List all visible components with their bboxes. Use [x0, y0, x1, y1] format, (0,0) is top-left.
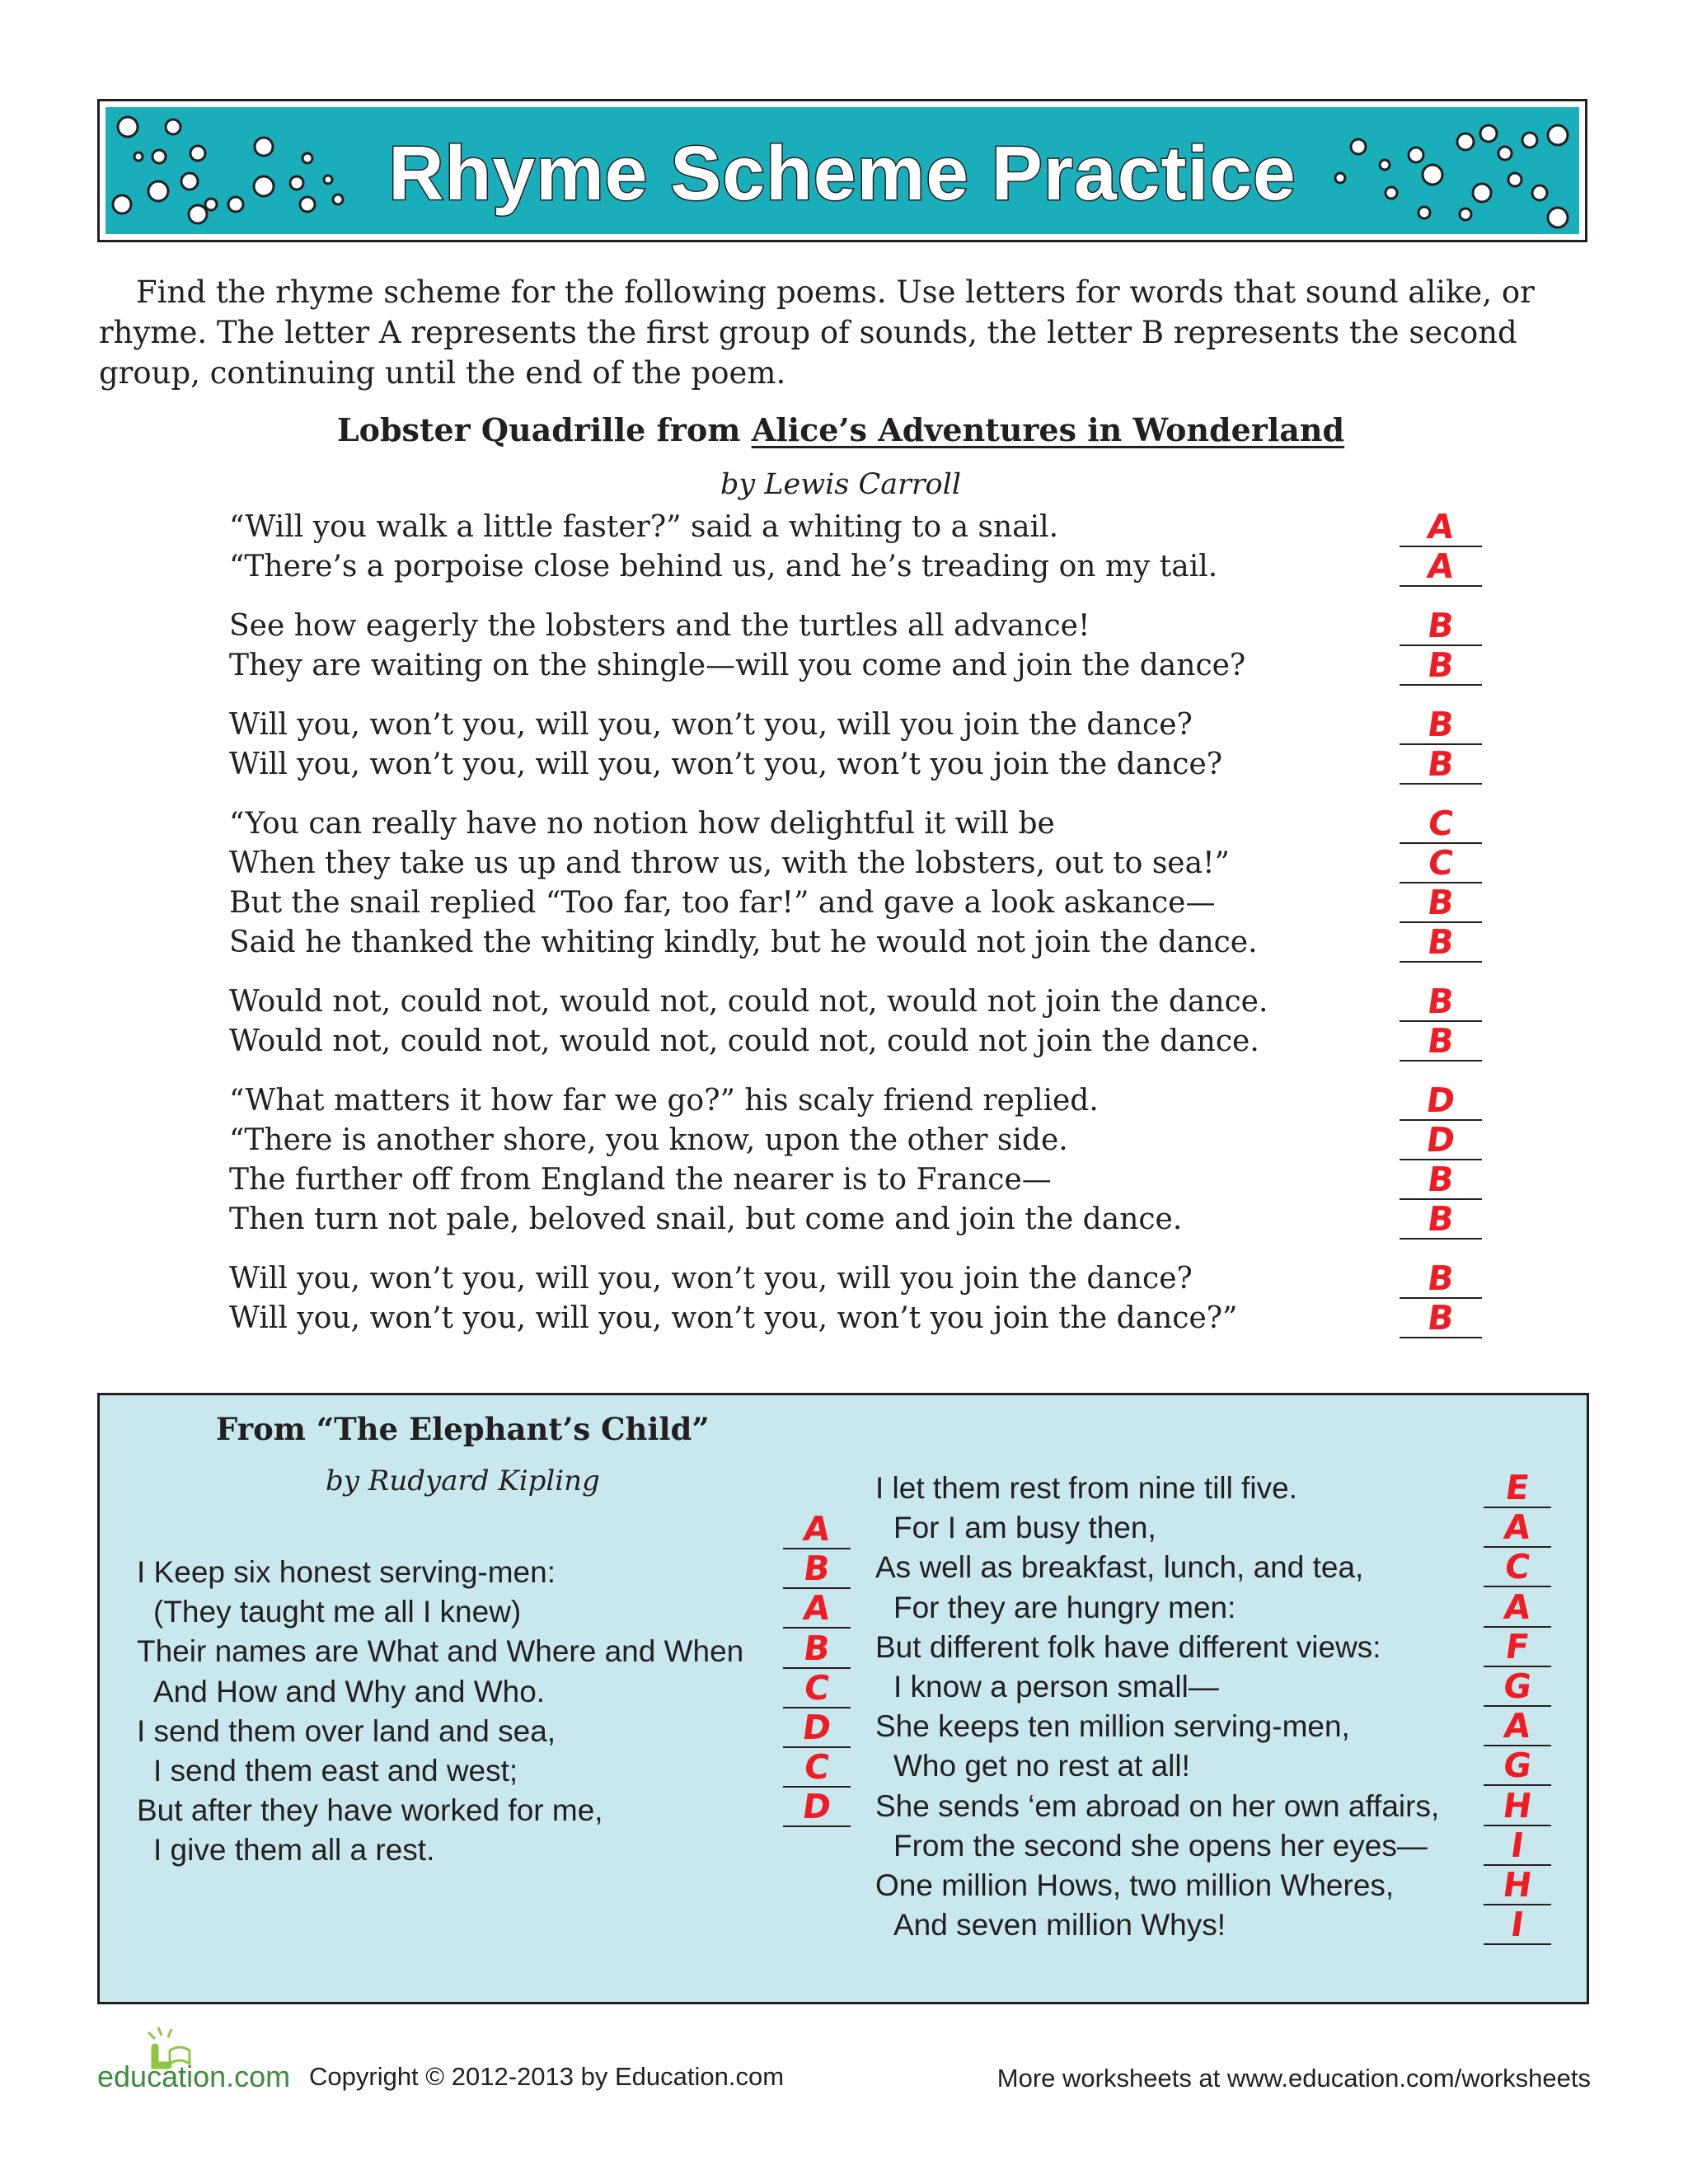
answer-letter: C: [1425, 804, 1456, 843]
answer-blank[interactable]: [1484, 1507, 1551, 1548]
answer-letter: B: [1424, 1199, 1456, 1239]
answer-blank[interactable]: [1484, 1745, 1551, 1786]
answer-blank[interactable]: [1400, 546, 1482, 587]
poem2-right-line: Who get no rest at all!: [893, 1749, 1190, 1783]
poem1-author: by Lewis Carroll: [720, 468, 962, 501]
poem2-right-line: And seven million Whys!: [893, 1908, 1226, 1943]
answer-letter: B: [1424, 744, 1456, 784]
answer-blank[interactable]: [783, 1587, 851, 1629]
poem2-right-line: As well as breakfast, lunch, and tea,: [875, 1550, 1364, 1585]
answer-blank[interactable]: [1400, 921, 1482, 963]
answer-blank[interactable]: [783, 1786, 851, 1827]
answer-blank[interactable]: [1400, 704, 1482, 745]
answer-blank[interactable]: [1400, 1080, 1482, 1121]
poem1-line: “Will you walk a little faster?” said a whiting to a snail.: [229, 510, 1059, 544]
poem2-left-line: And How and Why and Who.: [153, 1674, 546, 1708]
answer-blank[interactable]: [1484, 1586, 1551, 1628]
banner-background: [106, 107, 1579, 234]
poem1-line: Said he thanked the whiting kindly, but he would not join the dance.: [229, 926, 1258, 959]
answer-blank[interactable]: [783, 1707, 851, 1748]
answer-letter: G: [1500, 1666, 1535, 1706]
answer-letter: G: [1500, 1746, 1535, 1786]
poem2-right-line: For I am busy then,: [893, 1511, 1156, 1545]
answer-blank[interactable]: [1400, 1159, 1482, 1200]
answer-blank[interactable]: [1484, 1546, 1551, 1587]
answer-letter: B: [1424, 1298, 1456, 1338]
answer-blank[interactable]: [783, 1548, 851, 1589]
answer-letter: C: [801, 1747, 832, 1788]
answer-blank[interactable]: [1400, 644, 1482, 686]
answer-letter: B: [1424, 982, 1456, 1021]
answer-letter: A: [1424, 507, 1457, 546]
poem1-line: See how eagerly the lobsters and the turtles all advance!: [229, 609, 1090, 643]
answer-blank[interactable]: [1400, 981, 1482, 1022]
title-banner: [97, 99, 1587, 242]
answer-letter: D: [799, 1787, 834, 1827]
poem1-line: Would not, could not, would not, could not, would not join the dance.: [229, 985, 1268, 1019]
poem2-left-line: (They taught me all I knew): [153, 1595, 522, 1629]
answer-blank[interactable]: [1400, 1258, 1482, 1299]
answer-blank[interactable]: [1484, 1785, 1551, 1826]
poem1-book-title: Alice’s Adventures in Wonderland: [751, 411, 1345, 448]
education-logo-text: [97, 2060, 290, 2093]
poem2-right-line: For they are hungry men:: [893, 1590, 1236, 1624]
answer-blank[interactable]: [1484, 1467, 1551, 1508]
answer-letter: H: [1500, 1865, 1535, 1905]
answer-letter: A: [800, 1509, 833, 1549]
answer-letter: B: [1424, 883, 1456, 922]
answer-letter: I: [1507, 1825, 1526, 1865]
poem2-right-line: I know a person small—: [893, 1670, 1219, 1704]
answer-blank[interactable]: [1400, 743, 1482, 785]
answer-blank[interactable]: [1484, 1626, 1551, 1667]
poem1-title-prefix: Lobster Quadrille from: [336, 411, 752, 448]
answer-blank[interactable]: [783, 1508, 851, 1549]
answer-letter: B: [800, 1549, 832, 1589]
answer-blank[interactable]: [1400, 506, 1482, 547]
answer-letter: E: [1503, 1468, 1532, 1507]
answer-blank[interactable]: [1400, 605, 1482, 646]
poem2-title: From “The Elephant’s Child”: [216, 1411, 710, 1447]
answer-blank[interactable]: [1484, 1825, 1551, 1866]
poem1-line: Will you, won’t you, will you, won’t you, won’t you join the dance?”: [229, 1301, 1238, 1335]
answer-blank[interactable]: [1400, 803, 1482, 844]
answer-letter: A: [1424, 546, 1457, 586]
more-worksheets-link[interactable]: More worksheets at www.education.com/worksheets: [996, 2064, 1591, 2093]
poem2-left-line: I send them over land and sea,: [137, 1713, 556, 1748]
page-title: Rhyme Scheme Practice: [388, 130, 1296, 216]
poem2-right-line: One million Hows, two million Wheres,: [875, 1868, 1395, 1902]
answer-blank[interactable]: [783, 1746, 851, 1788]
answer-letter: B: [1424, 645, 1456, 685]
poem1-line: Will you, won’t you, will you, won’t you, won’t you join the dance?: [229, 748, 1223, 781]
answer-letter: D: [799, 1708, 834, 1747]
answer-blank[interactable]: [1400, 842, 1482, 883]
poem2-author: by Rudyard Kipling: [326, 1465, 600, 1497]
answer-letter: C: [1502, 1547, 1533, 1587]
poem2-right-line: From the second she opens her eyes—: [893, 1828, 1428, 1863]
poem2-right-line: I let them rest from nine till five.: [875, 1471, 1298, 1505]
poem1-line: They are waiting on the shingle—will you come and join the dance?: [229, 649, 1246, 682]
poem2-left-line: I Keep six honest serving-men:: [137, 1555, 556, 1589]
poem2-right-line: She keeps ten million serving-men,: [875, 1709, 1350, 1744]
logo-main: education: [97, 2060, 227, 2093]
answer-blank[interactable]: [783, 1667, 851, 1708]
poem1-line: “There’s a porpoise close behind us, and he’s treading on my tail.: [229, 550, 1218, 583]
answer-letter: C: [1425, 843, 1456, 883]
poem1-line: Will you, won’t you, will you, won’t you, will you join the dance?: [229, 1262, 1193, 1296]
poem1-line: But the snail replied “Too far, too far!” and gave a look askance—: [229, 886, 1216, 920]
answer-blank[interactable]: [1400, 1119, 1482, 1160]
answer-letter: D: [1423, 1120, 1458, 1160]
poem1-line: Will you, won’t you, will you, won’t you, will you join the dance?: [229, 708, 1193, 742]
poem2-left-line: I give them all a rest.: [153, 1833, 435, 1868]
poem2-right-line: But different folk have different views:: [875, 1629, 1381, 1664]
answer-letter: I: [1507, 1905, 1526, 1945]
answer-letter: A: [1501, 1507, 1534, 1548]
answer-blank[interactable]: [1400, 1198, 1482, 1240]
poem1-line: Would not, could not, would not, could not, could not join the dance.: [229, 1024, 1259, 1058]
answer-blank[interactable]: [1484, 1904, 1551, 1945]
answer-letter: B: [1424, 1160, 1456, 1199]
copyright: Copyright © 2012-2013 by Education.com: [309, 2062, 785, 2091]
answer-blank[interactable]: [783, 1628, 851, 1669]
answer-letter: B: [1424, 606, 1456, 645]
poem1-line: “You can really have no notion how delightful it will be: [229, 807, 1055, 841]
poem1-line: When they take us up and throw us, with the lobsters, out to sea!”: [229, 846, 1230, 880]
answer-letter: B: [1424, 705, 1456, 744]
answer-letter: A: [800, 1588, 833, 1629]
answer-letter: B: [1424, 1021, 1456, 1061]
answer-letter: C: [801, 1667, 832, 1708]
answer-blank[interactable]: [1484, 1705, 1551, 1746]
answer-blank[interactable]: [1400, 1020, 1482, 1062]
answer-letter: D: [1423, 1080, 1458, 1120]
answer-blank[interactable]: [1484, 1864, 1551, 1905]
answer-letter: B: [1424, 922, 1456, 962]
poem1-title: [99, 410, 1582, 451]
answer-letter: B: [800, 1628, 832, 1668]
answer-letter: A: [1501, 1586, 1534, 1627]
answer-letter: B: [1424, 1258, 1456, 1298]
poem1-line: “What matters it how far we go?” his scaly friend replied.: [229, 1084, 1099, 1118]
poem2-right-line: She sends ‘em abroad on her own affairs,: [875, 1788, 1440, 1823]
instructions: Find the rhyme scheme for the following poems. Use letters for words that sound alike, or rhyme. The letter A represents the first group of sounds, the letter B represents the second group, continuing until the end of the poem.: [99, 274, 1535, 391]
poem2-left-line: Their names are What and Where and When: [137, 1634, 744, 1669]
poem2-left-line: But after they have worked for me,: [137, 1793, 603, 1828]
answer-blank[interactable]: [1400, 882, 1482, 923]
poem2-left-line: I send them east and west;: [153, 1754, 518, 1788]
poem1-line: The further off from England the nearer is to France—: [229, 1163, 1052, 1197]
poem1-line: “There is another shore, you know, upon the other side.: [229, 1123, 1068, 1157]
answer-blank[interactable]: [1400, 1297, 1482, 1338]
logo-suffix: .com: [226, 2060, 291, 2093]
answer-letter: A: [1501, 1706, 1534, 1746]
answer-blank[interactable]: [1484, 1666, 1551, 1707]
answer-letter: H: [1500, 1785, 1535, 1825]
answer-letter: F: [1503, 1626, 1532, 1666]
poem1-line: Then turn not pale, beloved snail, but come and join the dance.: [229, 1202, 1183, 1236]
